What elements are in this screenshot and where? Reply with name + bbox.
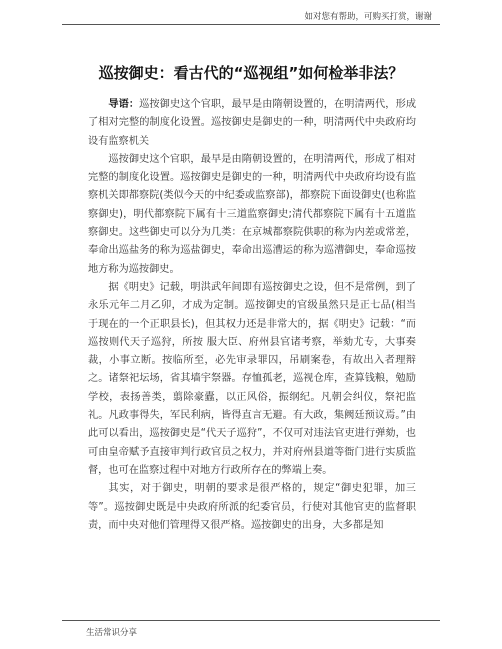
body-paragraph-3: 其实，对于御史，明朝的要求是很严格的，规定“御史犯罪，加三等”。巡按御史既是中央政府所派的纪委官员，行使对其他官吏的监督职责，而中央对他们管理得又很严格。巡按御史的出身，大多都是知 — [88, 483, 416, 531]
header-note: 如对您有帮助，可购买打赏，谢谢 — [304, 12, 432, 22]
body-paragraph-1: 巡按御史这个官职，最早是由隋朝设置的，在明清两代，形成了相对完整的制度化设置。巡按御史是御史的一种，明清两代中央政府均设有监察机关即都察院(类似今天的中纪委或监察部)，都察院下面设御史(也称监察御史)，明代都察院下属有十三道监察御史;清代都察院下属有十五道监察御史。这些御史可以分为几类：在京城都察院供职的称为内差或常差，奉命出巡盐务的称为巡盐御史，奉命出巡漕运的称为巡漕御史，奉命巡按地方称为巡按御史。 — [88, 153, 416, 275]
footer-divider — [62, 620, 440, 621]
page-title: 巡按御史：看古代的“巡视组”如何检举非法？ — [98, 64, 404, 82]
article-body — [88, 96, 416, 535]
header-divider — [62, 24, 440, 25]
body-paragraph-2: 据《明史》记载，明洪武年间即有巡按御史之设，但不是常例，到了永乐元年二月乙卯，才成为定制。巡按御史的官级虽然只是正七品(相当于现在的一个正职县长)，但其权力还是非常大的，据《明史》记载：“而巡按则代天子巡狩，所按 服大臣、府州县官诸考察，举劾尤专，大事奏裁，小事立断。按临所至，必先审录罪囚，吊刷案卷，有故出入者理辩之。诸祭祀坛场，省其墙宇祭器。存恤孤老，巡视仓库，查算钱粮，勉励学校，表扬善类，翦除豪蠹，以正风俗，振纲纪。凡朝会纠仪，祭祀监礼。凡政事得失，军民利病，皆得直言无避。有大政，集阙廷预议焉。”由此可以看出，巡按御史是“代天子巡狩”，不仅可对违法官吏进行弹劾，也可由皇帝赋予直接审判行政官员之权力，并对府州县道等衙门进行实质监督，也可在监察过程中对地方行政所存在的弊端上奏。 — [88, 281, 416, 476]
footer-text: 生活常识分享 — [86, 628, 138, 638]
lead-paragraph — [88, 96, 416, 151]
lead-label: 导语： — [108, 99, 140, 110]
lead-text: 巡按御史这个官职，最早是由隋朝设置的，在明清两代，形成了相对完整的制度化设置。巡按御史是御史的一种，明清两代中央政府均设有监察机关 — [88, 99, 417, 147]
